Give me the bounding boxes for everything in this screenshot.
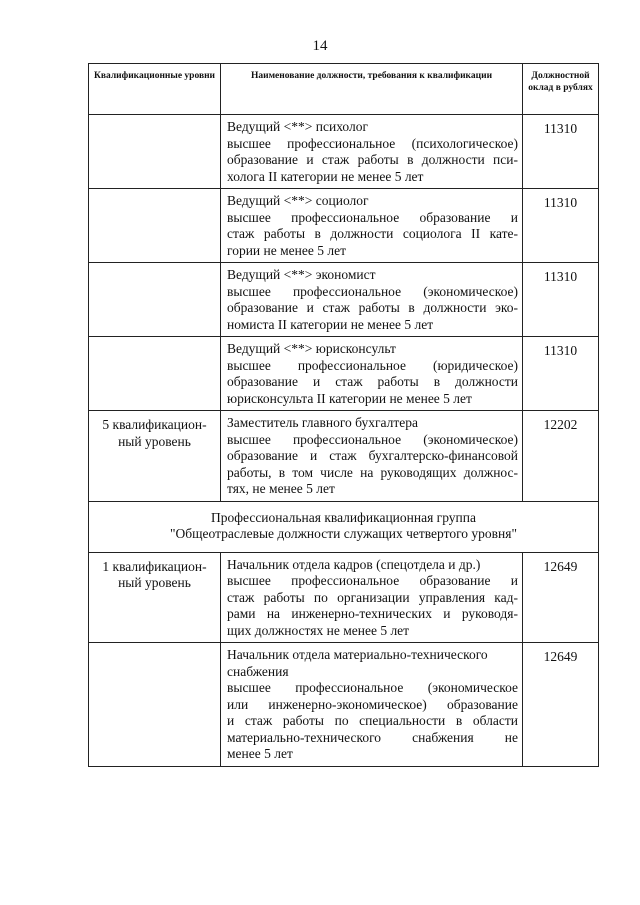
salary-cell: 11310 xyxy=(523,189,599,263)
requirement-line: высшее профессиональное (психологическое) xyxy=(227,135,518,151)
requirement-line: гории не менее 5 лет xyxy=(227,242,346,258)
position-title: Начальник отдела кадров (спецотдела и др.) xyxy=(227,556,481,572)
requirement-line: снабжения xyxy=(227,663,289,679)
requirement-line: стаж работы по организации управления кад- xyxy=(227,589,518,605)
header-salary: Должностной оклад в рублях xyxy=(523,64,599,115)
position-title: Заместитель главного бухгалтера xyxy=(227,415,419,430)
group-title: Профессиональная квалификационная группа xyxy=(211,509,476,525)
table-row xyxy=(89,337,599,411)
table-row xyxy=(89,263,599,337)
requirement-line: и стаж работы по специальности в области xyxy=(227,713,518,728)
requirement-line: высшее профессиональное (экономическое) xyxy=(227,283,518,299)
salary-cell: 12202 xyxy=(523,411,599,502)
requirement-line: высшее профессиональное образование и xyxy=(227,209,518,225)
group-row xyxy=(89,501,599,552)
salary-cell: 11310 xyxy=(523,263,599,337)
table-row xyxy=(89,411,599,502)
qualification-table xyxy=(88,63,599,767)
position-cell xyxy=(221,643,523,767)
requirement-line: юрисконсульта II категории не менее 5 лет xyxy=(227,390,472,406)
requirement-line: образование и стаж работы в должности xyxy=(227,374,518,389)
requirement-line: холога II категории не менее 5 лет xyxy=(227,168,424,184)
requirement-line: высшее профессиональное (экономическое) xyxy=(227,431,518,447)
position-cell xyxy=(221,115,523,189)
header-position: Наименование должности, требования к квалификации xyxy=(221,64,523,115)
position-cell xyxy=(221,552,523,643)
requirement-line: высшее профессиональное (экономическое xyxy=(227,680,518,695)
level-cell xyxy=(89,643,221,767)
position-cell xyxy=(221,337,523,411)
requirement-line: работы, в том числе на руководящих должнос- xyxy=(227,464,518,480)
position-cell xyxy=(221,263,523,337)
requirement-line: стаж работы в должности социолога II кате- xyxy=(227,226,518,241)
requirement-line: образование и стаж работы в должности пси- xyxy=(227,152,518,167)
requirement-line: высшее профессиональное (юридическое) xyxy=(227,357,518,373)
group-subtitle: "Общеотраслевые должности служащих четвертого уровня" xyxy=(169,526,517,541)
requirement-line: материально-технического снабжения не xyxy=(227,729,518,745)
page-number: 14 xyxy=(312,38,328,54)
salary-cell: 11310 xyxy=(523,115,599,189)
salary-cell: 12649 xyxy=(523,552,599,643)
level-cell xyxy=(89,337,221,411)
position-title: Ведущий <**> экономист xyxy=(227,267,376,282)
position-title: Начальник отдела материально-технического xyxy=(227,647,488,662)
position-title: Ведущий <**> юрисконсульт xyxy=(227,341,396,356)
level-cell: 5 квалификацион- ный уровень xyxy=(89,411,221,502)
salary-cell: 12649 xyxy=(523,643,599,767)
header-level: Квалификационные уровни xyxy=(89,64,221,115)
position-title: Ведущий <**> психолог xyxy=(227,119,369,134)
requirement-line: или инженерно-экономическое) образование xyxy=(227,696,518,712)
table-row xyxy=(89,115,599,189)
position-cell xyxy=(221,189,523,263)
position-title: Ведущий <**> социолог xyxy=(227,193,369,208)
table-row xyxy=(89,643,599,767)
table-header-row xyxy=(89,64,599,115)
level-cell xyxy=(89,263,221,337)
requirement-line: высшее профессиональное образование и xyxy=(227,573,518,588)
requirement-line: рами на инженерно-технических и руководя- xyxy=(227,606,518,621)
position-cell xyxy=(221,411,523,502)
requirement-line: номиста II категории не менее 5 лет xyxy=(227,316,434,332)
level-cell: 1 квалификацион- ный уровень xyxy=(89,552,221,643)
salary-cell: 11310 xyxy=(523,337,599,411)
table-row xyxy=(89,552,599,643)
level-cell xyxy=(89,189,221,263)
requirement-line: менее 5 лет xyxy=(227,746,293,761)
requirement-line: образование и стаж работы в должности эко- xyxy=(227,300,518,315)
requirement-line: щих должностях не менее 5 лет xyxy=(227,622,410,638)
group-cell xyxy=(89,501,599,552)
requirement-line: тях, не менее 5 лет xyxy=(227,481,335,496)
level-cell xyxy=(89,115,221,189)
table-row xyxy=(89,189,599,263)
requirement-line: образование и стаж бухгалтерско-финансовой xyxy=(227,448,518,463)
